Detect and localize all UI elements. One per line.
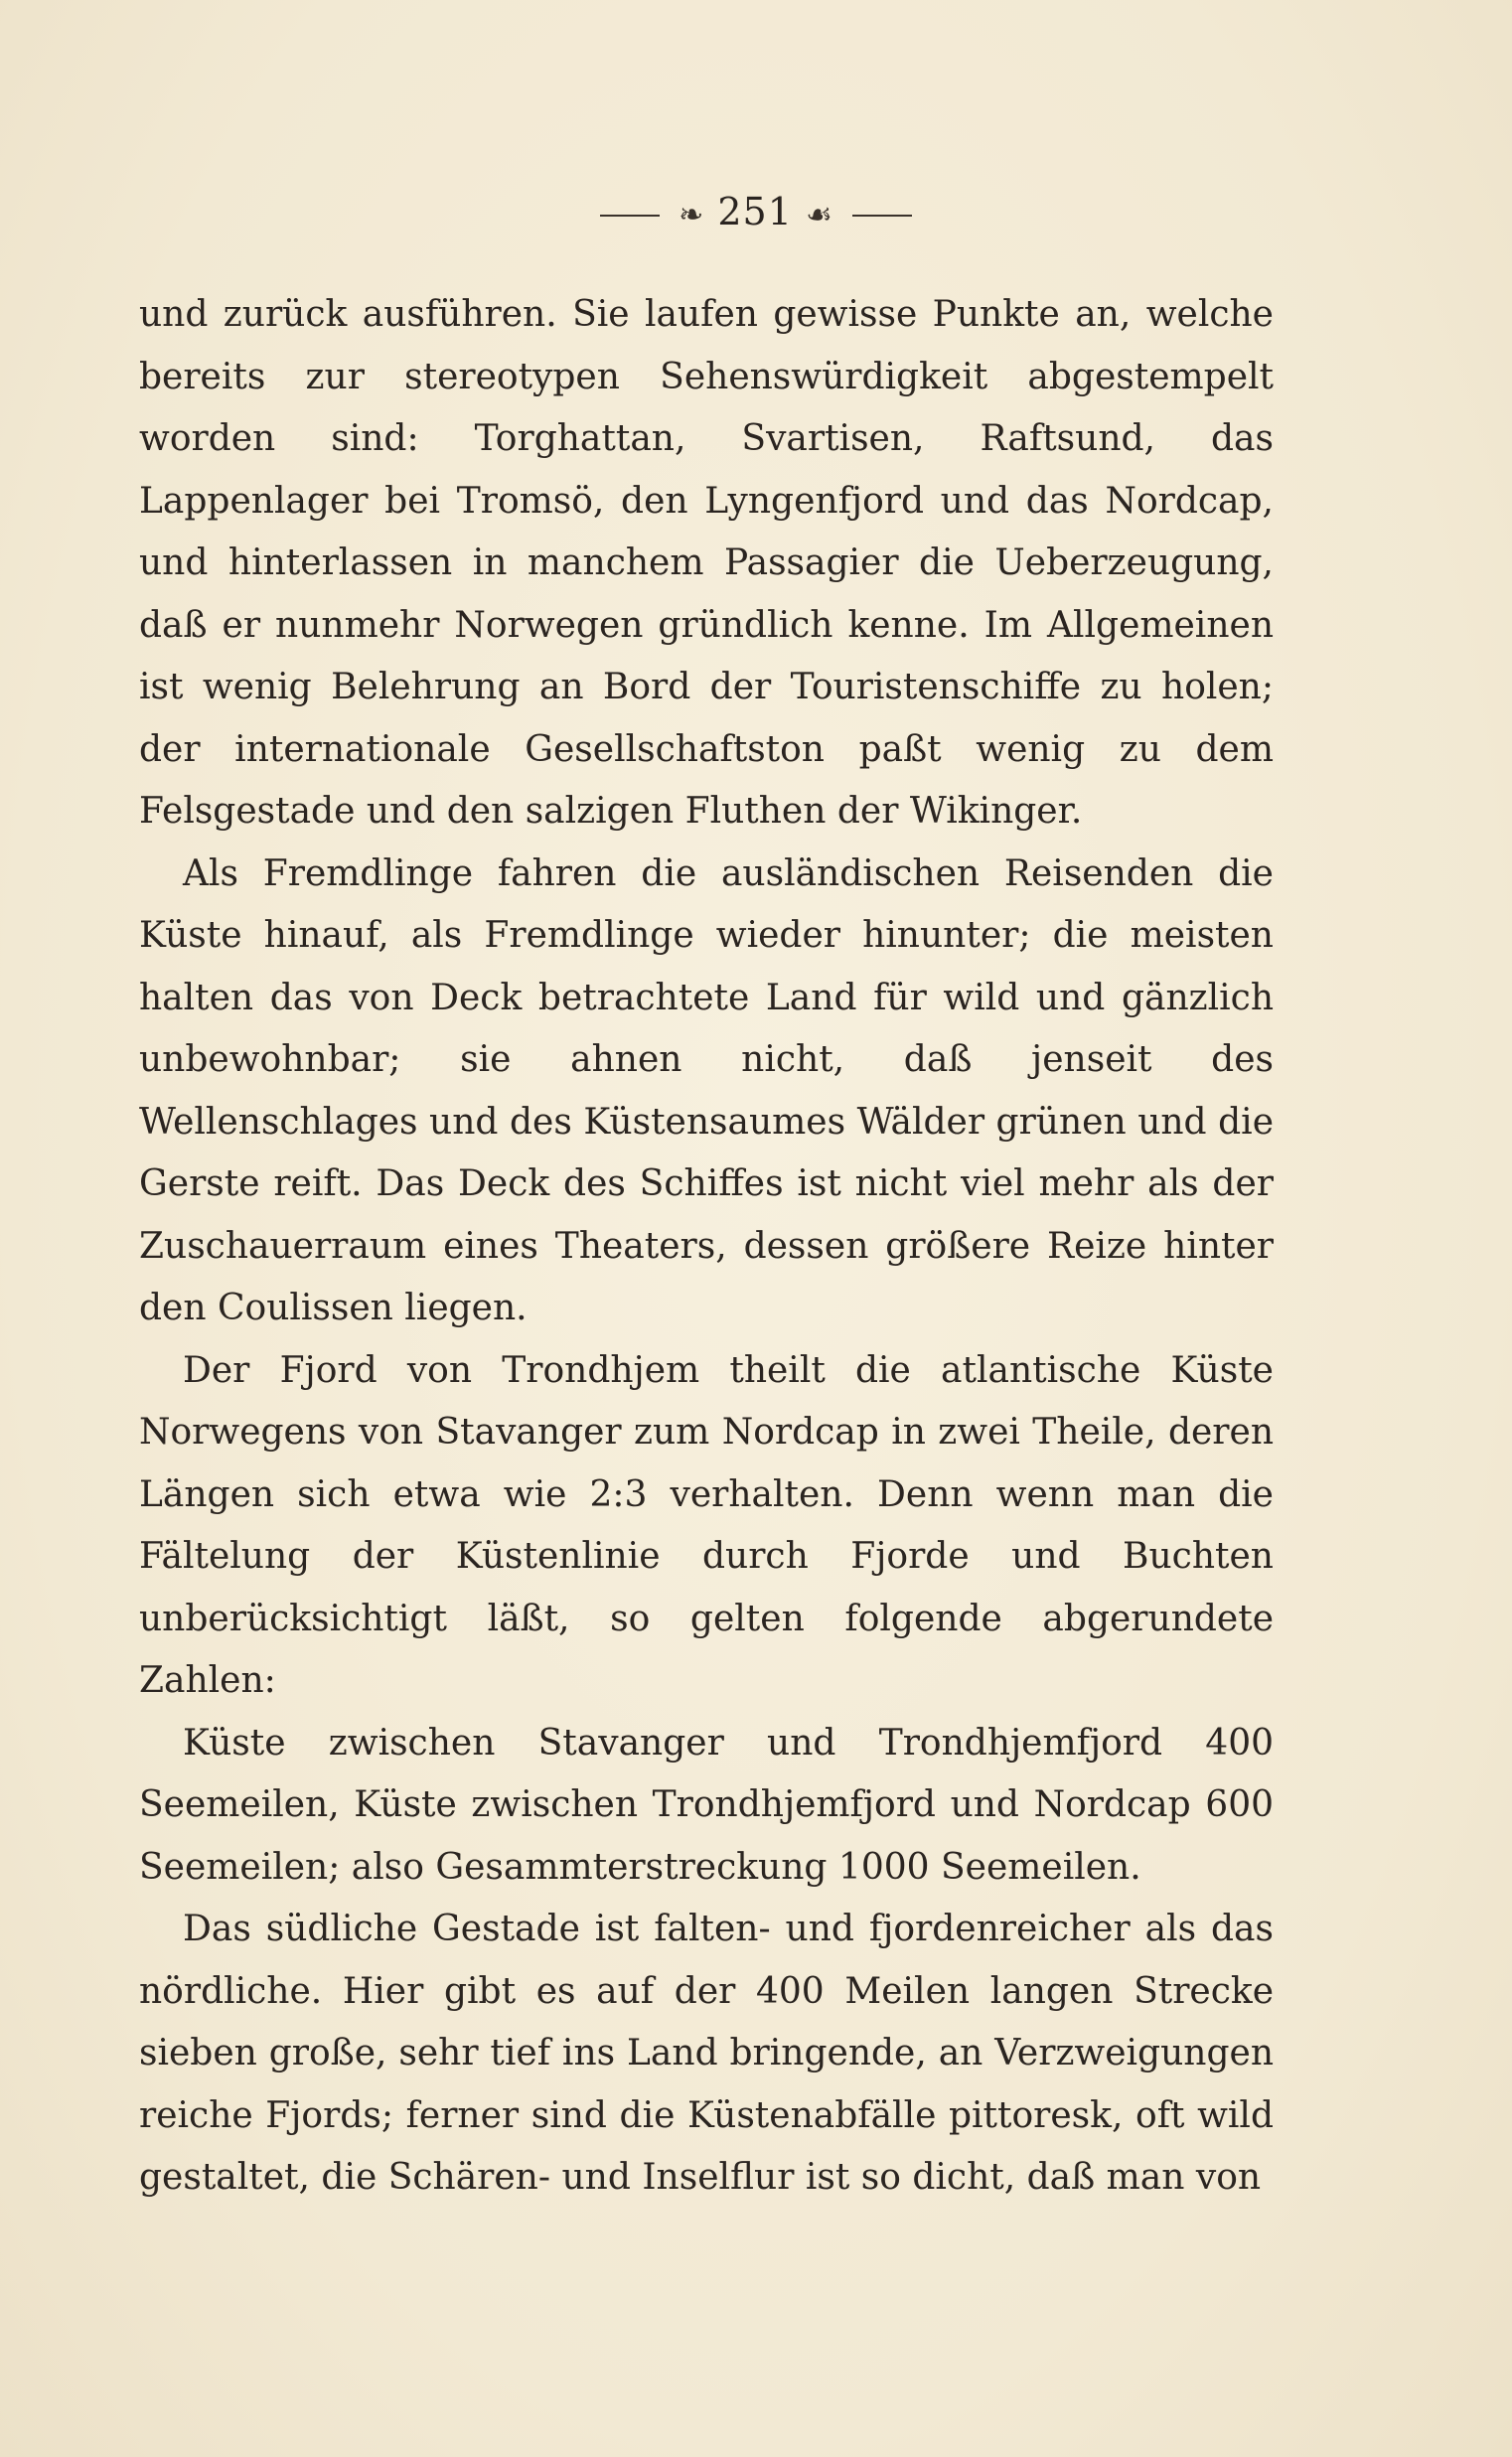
paragraph-2: Als Fremdlinge fahren die ausländischen Reisenden die Küste hinauf, als Fremdlinge wieder hinunter; die meisten halten das von Deck betrachtete Land für wild und gänzlich unbewohnbar; sie ahnen nicht, daß jenseit des Wellenschlages und des Küstensaumes Wälder grünen und die Gerste reift. Das Deck des Schiffes ist nicht viel mehr als der Zuschauerraum eines Theaters, dessen größere Reize hinter den Coulissen liegen.: [139, 852, 1274, 1328]
page-number: 251: [717, 190, 793, 233]
header-rule-left: [600, 215, 660, 217]
ornament-left-icon: ❧: [679, 197, 705, 232]
paragraph-5: Das südliche Gestade ist falten- und fjordenreicher als das nördliche. Hier gibt es auf der 400 Meilen langen Strecke sieben große, sehr tief ins Land bringende, an Verzweigungen reiche Fjords; ferner sind die Küstenabfälle pittoresk, oft wild gestaltet, die Schären- und Inselflur ist so dicht, daß man von: [139, 1909, 1274, 2198]
paragraph-4: Küste zwischen Stavanger und Trondhjemfjord 400 Seemeilen, Küste zwischen Trondhjemfjord und Nordcap 600 Seemeilen; also Gesammterstreckung 1000 Seemeilen.: [139, 1722, 1274, 1888]
paragraph-1: und zurück ausführen. Sie laufen gewisse Punkte an, welche bereits zur stereotypen Sehenswürdigkeit abgestempelt worden sind: Torghattan, Svartisen, Raftsund, das Lappenlager bei Tromsö, den Lyngenfjord und das Nordcap, und hinterlassen in manchem Passagier die Ueberzeugung, daß er nunmehr Norwegen gründlich kenne. Im Allgemeinen ist wenig Belehrung an Bord der Touristenschiffe zu holen; der internationale Gesellschaftston paßt wenig zu dem Felsgestade und den salzigen Fluthen der Wikinger.: [139, 294, 1274, 832]
page-header: [0, 187, 1512, 240]
ornament-right-icon: ☙: [805, 197, 833, 232]
header-rule-right: [852, 215, 912, 217]
paragraph-3: Der Fjord von Trondhjem theilt die atlantische Küste Norwegens von Stavanger zum Nordcap in zwei Theile, deren Längen sich etwa wie 2:3 verhalten. Denn wenn man die Fältelung der Küstenlinie durch Fjorde und Buchten unberücksichtigt läßt, so gelten folgende abgerundete Zahlen:: [139, 1349, 1274, 1701]
body-text: [139, 284, 1274, 2210]
